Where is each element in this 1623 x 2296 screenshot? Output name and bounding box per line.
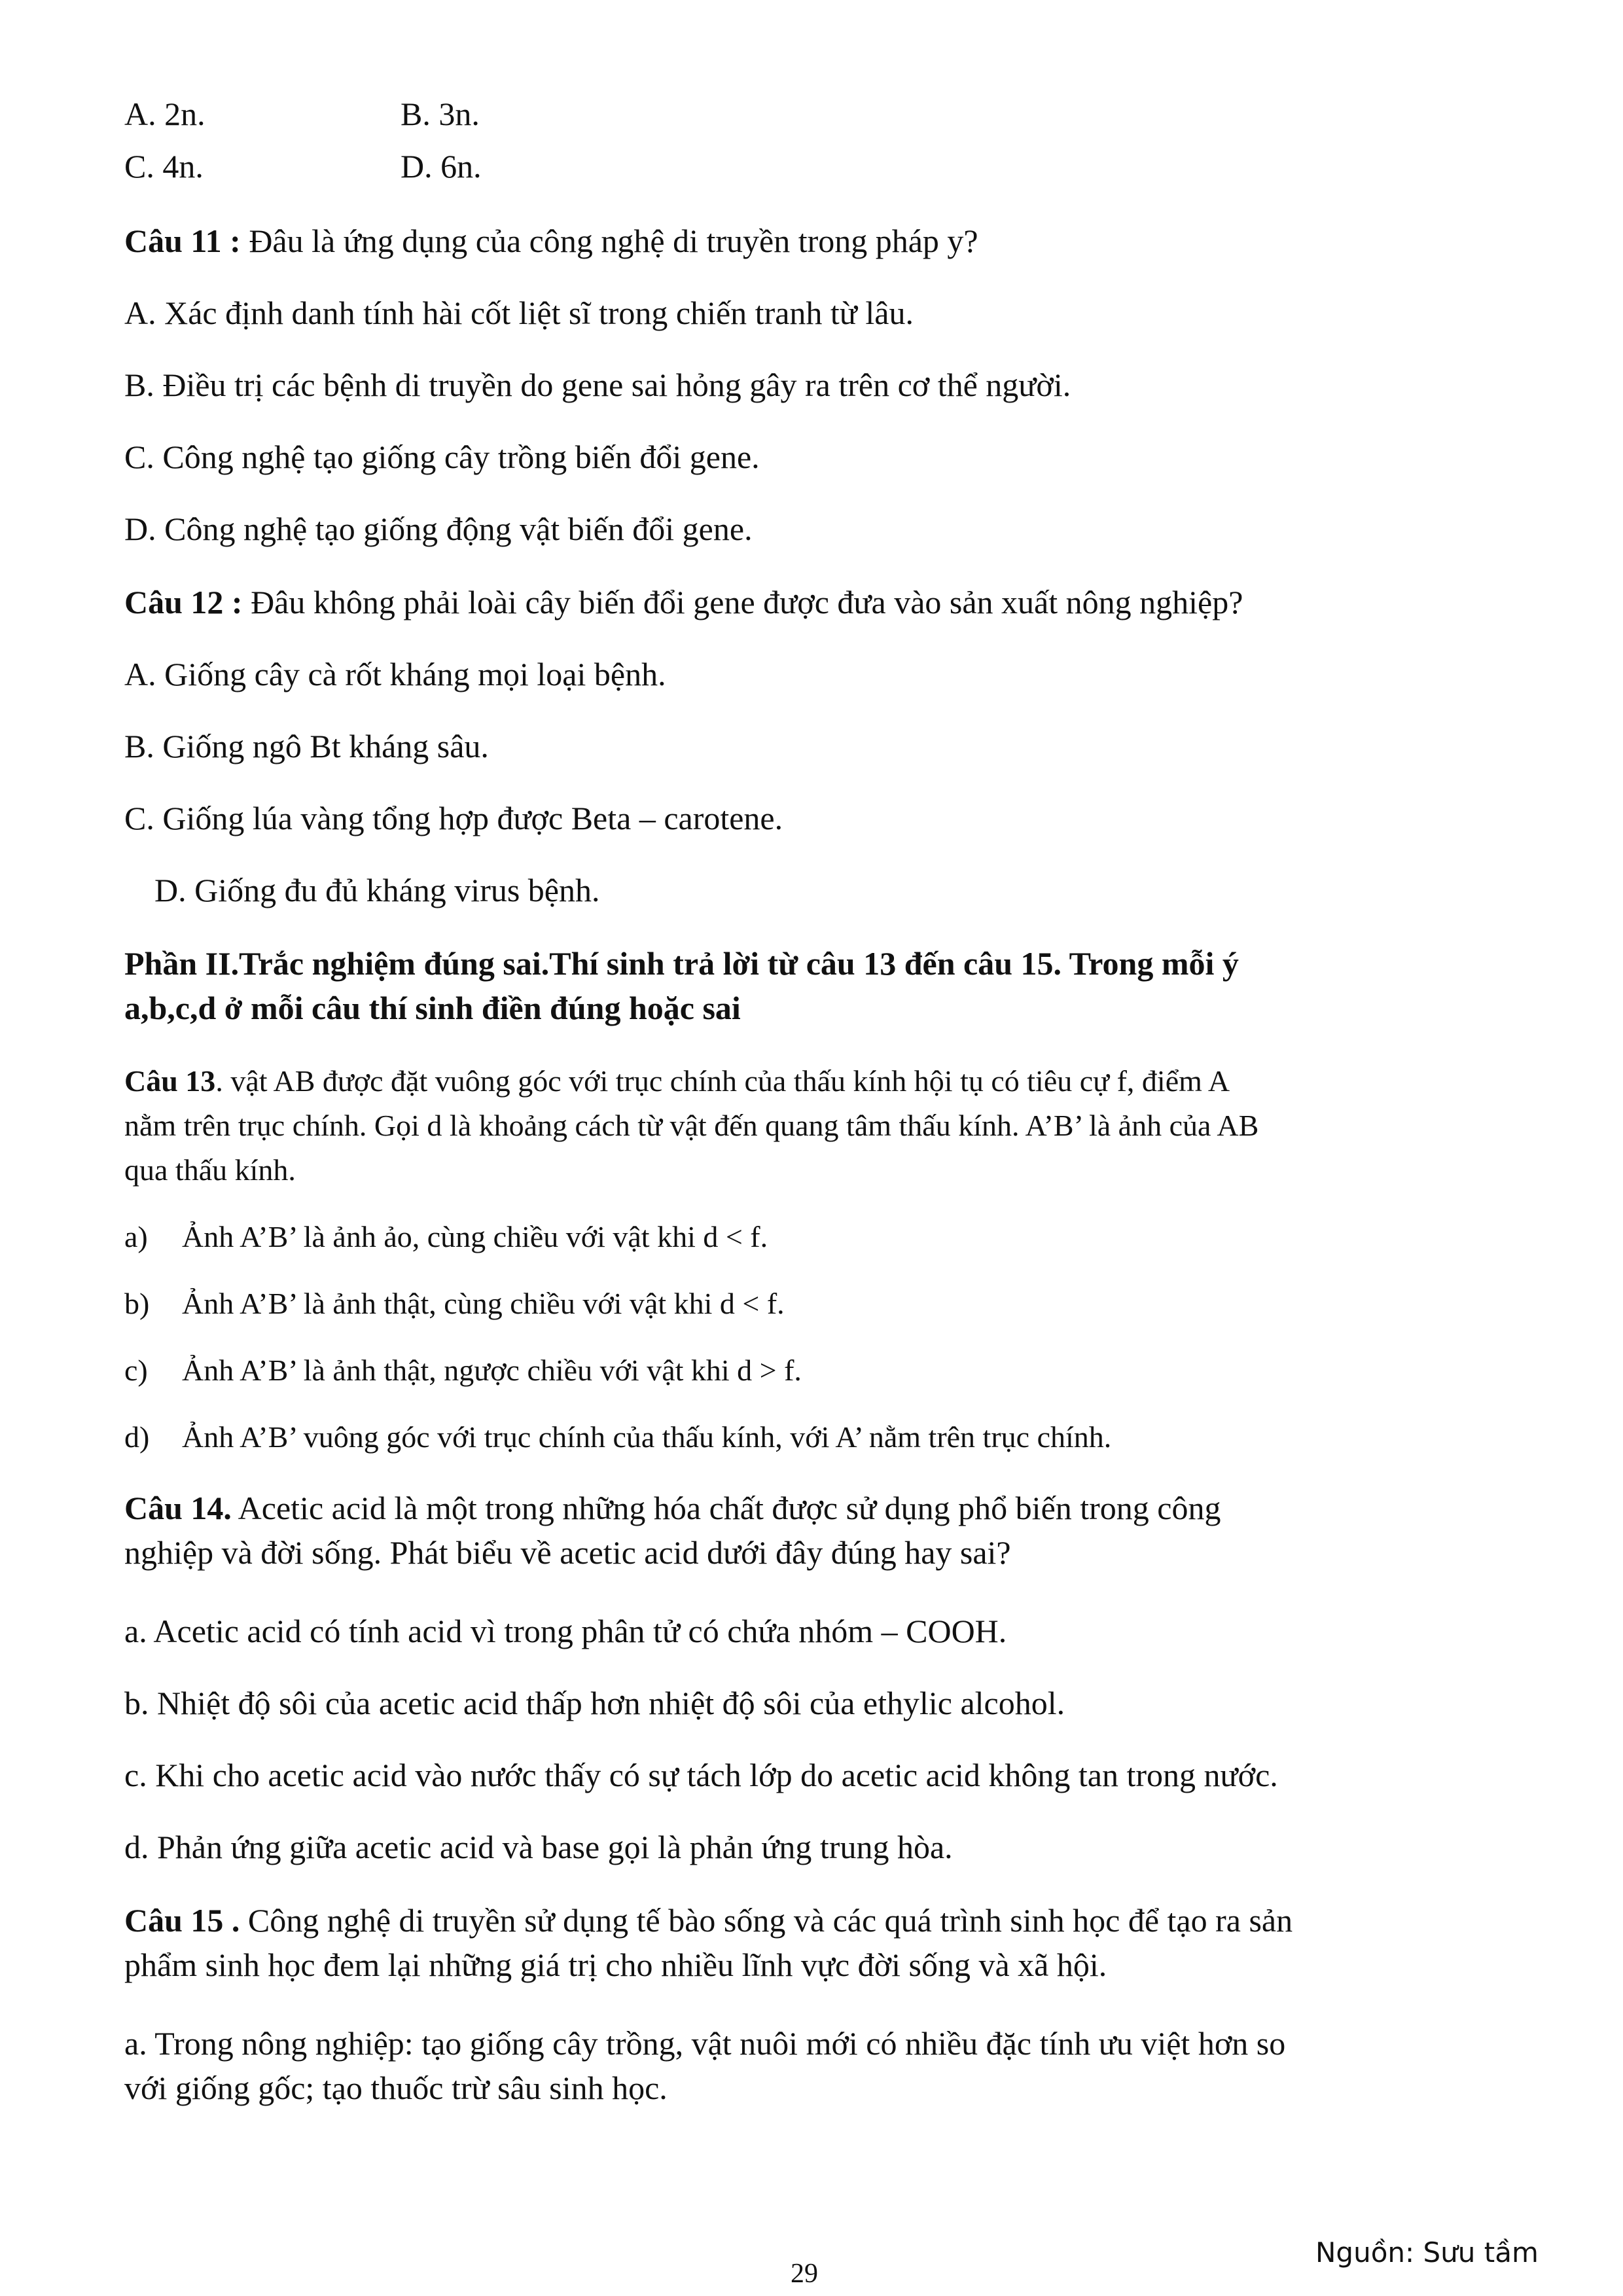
q14-label: Câu 14. bbox=[124, 1490, 232, 1526]
q14-item-c: c. Khi cho acetic acid vào nước thấy có sự tách lớp do acetic acid không tan trong nước. bbox=[124, 1757, 1278, 1793]
q14-item-d: d. Phản ứng giữa acetic acid và base gọi là phản ứng trung hòa. bbox=[124, 1829, 953, 1865]
q13-item-b-text: Ảnh A’B’ là ảnh thật, cùng chiều với vật khi d < f. bbox=[182, 1287, 785, 1320]
q14-text-line1: Acetic acid là một trong những hóa chất được sử dụng phổ biến trong công bbox=[231, 1490, 1221, 1526]
q13-question-line3: qua thấu kính. bbox=[124, 1153, 296, 1187]
q11-option-d: D. Công nghệ tạo giống động vật biến đổi gene. bbox=[124, 511, 753, 547]
q11-option-b: B. Điều trị các bệnh di truyền do gene sai hỏng gây ra trên cơ thể người. bbox=[124, 367, 1071, 403]
q11-option-a: A. Xác định danh tính hài cốt liệt sĩ trong chiến tranh từ lâu. bbox=[124, 295, 914, 331]
q14-question-line1 bbox=[124, 1487, 1221, 1529]
q12-text: Đâu không phải loài cây biến đổi gene được đưa vào sản xuất nông nghiệp? bbox=[242, 584, 1243, 620]
q13-item-d-text: Ảnh A’B’ vuông góc với trục chính của thấu kính, với A’ nằm trên trục chính. bbox=[182, 1420, 1112, 1454]
q13-item-c bbox=[124, 1350, 802, 1391]
q15-label: Câu 15 . bbox=[124, 1902, 240, 1939]
q11-text: Đâu là ứng dụng của công nghệ di truyền trong pháp y? bbox=[240, 223, 978, 259]
q14-item-a: a. Acetic acid có tính acid vì trong phân tử có chứa nhóm – COOH. bbox=[124, 1613, 1007, 1649]
q13-item-d-key: d) bbox=[124, 1420, 150, 1454]
q12-option-a: A. Giống cây cà rốt kháng mọi loại bệnh. bbox=[124, 656, 666, 692]
q13-item-b bbox=[124, 1283, 785, 1325]
page-number: 29 bbox=[791, 2259, 818, 2289]
part2-heading-line2: a,b,c,d ở mỗi câu thí sinh điền đúng hoặc sai bbox=[124, 990, 741, 1026]
q10-option-a: A. 2n. bbox=[124, 96, 205, 132]
q14-item-b: b. Nhiệt độ sôi của acetic acid thấp hơn nhiệt độ sôi của ethylic alcohol. bbox=[124, 1685, 1065, 1721]
footer-source: Nguồn: Sưu tầm bbox=[1315, 2236, 1539, 2269]
q15-item-a-line2: với giống gốc; tạo thuốc trừ sâu sinh học. bbox=[124, 2070, 668, 2106]
q10-option-c: C. 4n. bbox=[124, 148, 204, 185]
part2-heading-line1: Phần II.Trắc nghiệm đúng sai.Thí sinh trả lời từ câu 13 đến câu 15. Trong mỗi ý bbox=[124, 945, 1239, 982]
q12-label: Câu 12 : bbox=[124, 584, 243, 620]
q10-option-b: B. 3n. bbox=[401, 96, 480, 132]
q12-option-d: D. Giống đu đủ kháng virus bệnh. bbox=[154, 872, 600, 908]
q12-option-c: C. Giống lúa vàng tổng hợp được Beta – carotene. bbox=[124, 800, 783, 836]
q13-question-line2: nằm trên trục chính. Gọi d là khoảng cách từ vật đến quang tâm thấu kính. A’B’ là ảnh của AB bbox=[124, 1109, 1259, 1142]
q13-label: Câu 13 bbox=[124, 1064, 216, 1098]
q13-item-c-key: c) bbox=[124, 1354, 148, 1387]
q13-question-line1 bbox=[124, 1060, 1230, 1102]
q15-question-line1 bbox=[124, 1899, 1293, 1941]
q13-item-a bbox=[124, 1216, 768, 1258]
q15-item-a-line1: a. Trong nông nghiệp: tạo giống cây trồng, vật nuôi mới có nhiều đặc tính ưu việt hơn so bbox=[124, 2025, 1286, 2062]
q13-text-line1: . vật AB được đặt vuông góc với trục chính của thấu kính hội tụ có tiêu cự f, điểm A bbox=[215, 1064, 1230, 1098]
q12-option-b: B. Giống ngô Bt kháng sâu. bbox=[124, 728, 489, 764]
q13-item-b-key: b) bbox=[124, 1287, 150, 1320]
q14-question-line2: nghiệp và đời sống. Phát biểu về acetic acid dưới đây đúng hay sai? bbox=[124, 1534, 1011, 1571]
q15-text-line1: Công nghệ di truyền sử dụng tế bào sống và các quá trình sinh học để tạo ra sản bbox=[240, 1902, 1293, 1939]
q11-option-c: C. Công nghệ tạo giống cây trồng biến đổi gene. bbox=[124, 439, 760, 475]
q12-question bbox=[124, 581, 1243, 623]
q13-item-a-key: a) bbox=[124, 1220, 148, 1253]
q15-question-line2: phẩm sinh học đem lại những giá trị cho nhiều lĩnh vực đời sống và xã hội. bbox=[124, 1946, 1107, 1983]
q10-option-d: D. 6n. bbox=[401, 148, 482, 185]
q11-question bbox=[124, 220, 978, 262]
q11-label: Câu 11 : bbox=[124, 223, 241, 259]
q13-item-d bbox=[124, 1416, 1111, 1458]
q13-item-c-text: Ảnh A’B’ là ảnh thật, ngược chiều với vật khi d > f. bbox=[182, 1354, 802, 1387]
q13-item-a-text: Ảnh A’B’ là ảnh ảo, cùng chiều với vật khi d < f. bbox=[182, 1220, 768, 1253]
